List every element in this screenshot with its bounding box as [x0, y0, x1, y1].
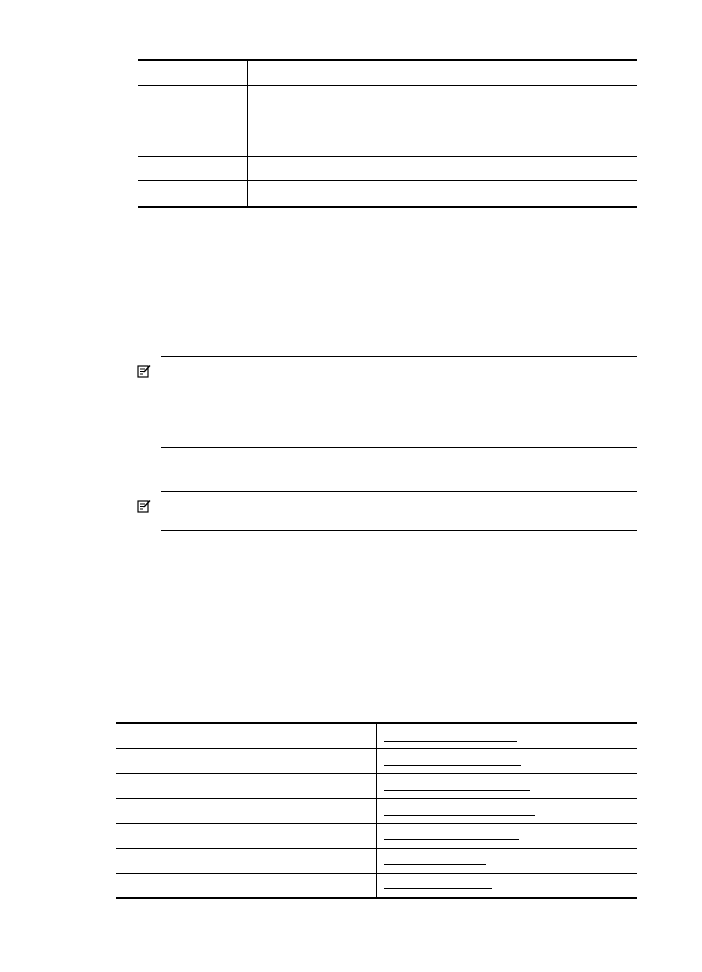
link-underline	[384, 815, 535, 816]
note-bottom-rule	[161, 447, 637, 448]
link-underline	[384, 790, 530, 791]
note-icon	[137, 364, 151, 378]
table-row	[116, 874, 637, 897]
link-underline	[384, 741, 517, 742]
link-underline	[384, 864, 486, 865]
spec-table	[138, 59, 637, 208]
note-bottom-rule	[161, 530, 637, 531]
table-row	[116, 724, 637, 748]
table-row	[116, 774, 637, 798]
table-row	[138, 61, 637, 85]
note-top-rule	[161, 491, 637, 492]
table-bottom-rule	[116, 897, 637, 899]
links-table	[116, 722, 637, 899]
note-text	[161, 497, 637, 527]
table-row	[116, 849, 637, 873]
link-underline	[384, 765, 521, 766]
table-bottom-rule	[138, 206, 637, 208]
table-row	[116, 749, 637, 773]
table-row	[116, 799, 637, 823]
table-row	[138, 157, 637, 180]
table-row	[138, 86, 637, 156]
table-row	[116, 824, 637, 848]
note-icon	[137, 499, 151, 513]
link-underline	[384, 839, 519, 840]
link-underline	[384, 888, 492, 889]
note-text	[161, 362, 637, 442]
note-top-rule	[161, 356, 637, 357]
table-row	[138, 181, 637, 206]
